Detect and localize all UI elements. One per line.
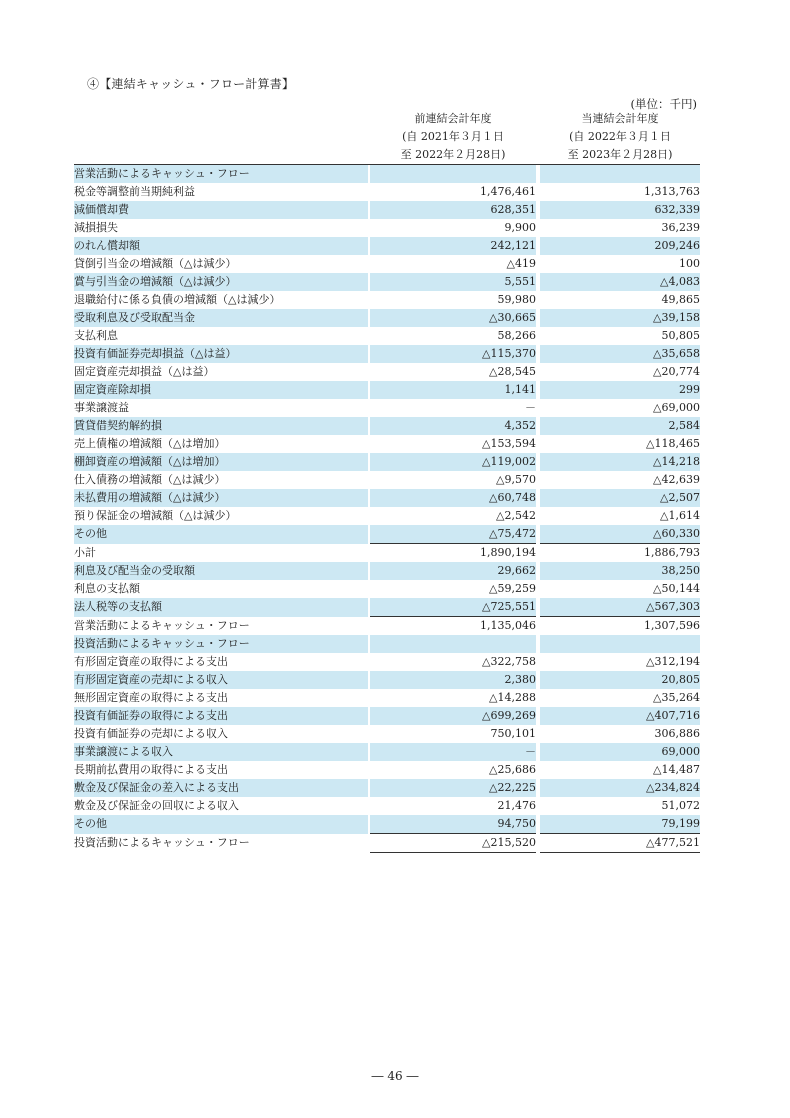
curr-year-value: 38,250 (540, 562, 700, 580)
curr-year-value: △2,507 (540, 489, 700, 507)
prev-year-value: 58,266 (497, 329, 536, 342)
table-row (74, 237, 700, 255)
prev-year-value: △2,542 (496, 509, 536, 522)
section-header-row (74, 165, 700, 184)
row-label: 支払利息 (74, 329, 118, 342)
row-label: 利息及び配当金の受取額 (74, 562, 368, 580)
page-number: ― 46 ― (371, 1069, 419, 1083)
header-prev-line-3: 至 2022年２月28日) (400, 148, 506, 161)
row-label: 投資有価証券の売却による収入 (74, 727, 228, 740)
curr-year-value: 299 (540, 381, 700, 399)
section-header-row (74, 635, 700, 653)
row-label: 事業譲渡による収入 (74, 743, 368, 761)
table-row (74, 201, 700, 219)
row-label: 有形固定資産の売却による収入 (74, 671, 368, 689)
row-label: 固定資産売却損益（△は益） (74, 365, 215, 378)
table-row (74, 183, 700, 201)
curr-year-value: △60,330 (540, 525, 700, 544)
table-row (74, 507, 700, 525)
table-row (74, 779, 700, 797)
row-label: 無形固定資産の取得による支出 (74, 691, 228, 704)
table-row (74, 309, 700, 327)
table-row (74, 617, 700, 636)
row-label: 有形固定資産の取得による支出 (74, 655, 228, 668)
row-label: のれん償却額 (74, 237, 368, 255)
prev-year-value: 2,380 (370, 671, 536, 689)
curr-year-value: 69,000 (540, 743, 700, 761)
prev-year-value: △725,551 (370, 598, 536, 617)
curr-year-value: △20,774 (653, 365, 700, 378)
header-row (74, 110, 700, 165)
prev-year-value: 1,141 (370, 381, 536, 399)
row-label: 棚卸資産の増減額（△は増加） (74, 453, 368, 471)
prev-year-value: △75,472 (370, 525, 536, 544)
table-row (74, 815, 700, 834)
header-curr-line-2: (自 2022年３月１日 (569, 130, 671, 143)
table-row (74, 725, 700, 743)
table-row (74, 743, 700, 761)
prev-year-value: △25,686 (489, 763, 536, 776)
table-row (74, 291, 700, 309)
prev-year-value: △28,545 (489, 365, 536, 378)
table-row (74, 417, 700, 435)
row-label: 退職給付に係る負債の増減額（△は減少） (74, 293, 281, 306)
row-label: 賞与引当金の増減額（△は減少） (74, 273, 368, 291)
table-row (74, 489, 700, 507)
curr-year-value: 632,339 (540, 201, 700, 219)
prev-year-value: △115,370 (370, 345, 536, 363)
row-label: その他 (74, 815, 368, 834)
prev-year-value: 9,900 (504, 221, 536, 234)
curr-year-value: △312,194 (646, 655, 700, 668)
table-row (74, 327, 700, 345)
curr-year-value: △39,158 (540, 309, 700, 327)
prev-year-value: 242,121 (370, 237, 536, 255)
prev-year-value: △9,570 (496, 473, 536, 486)
curr-year-value (540, 635, 700, 653)
curr-year-value: △14,218 (540, 453, 700, 471)
curr-year-value: 1,307,596 (540, 617, 700, 636)
prev-year-value: 94,750 (370, 815, 536, 834)
table-row (74, 797, 700, 815)
table-row (74, 453, 700, 471)
row-label: 小計 (74, 545, 96, 559)
curr-year-value: △567,303 (540, 598, 700, 617)
row-label: 敷金及び保証金の回収による収入 (74, 799, 239, 812)
table-row (74, 689, 700, 707)
row-label: 敷金及び保証金の差入による支出 (74, 779, 368, 797)
prev-year-value: 1,890,194 (370, 544, 536, 563)
prev-year-value: 1,135,046 (370, 617, 536, 636)
prev-year-value: △419 (506, 257, 536, 270)
curr-year-value: 51,072 (661, 799, 700, 812)
table-row (74, 435, 700, 453)
prev-year-value: △30,665 (370, 309, 536, 327)
row-label: 投資有価証券の取得による支出 (74, 707, 368, 725)
row-label: 減価償却費 (74, 201, 368, 219)
row-label: 事業譲渡益 (74, 401, 129, 414)
table-row (74, 653, 700, 671)
curr-year-value: △4,083 (540, 273, 700, 291)
prev-year-value: 628,351 (370, 201, 536, 219)
prev-year-value: △699,269 (370, 707, 536, 725)
curr-year-value: △407,716 (540, 707, 700, 725)
row-label: 賃貸借契約解約損 (74, 417, 368, 435)
prev-year-value: △60,748 (370, 489, 536, 507)
row-label: 長期前払費用の取得による支出 (74, 763, 228, 776)
header-prev-period (370, 110, 536, 165)
table-row (74, 471, 700, 489)
table-row (74, 761, 700, 779)
row-label: 売上債権の増減額（△は増加） (74, 437, 226, 450)
prev-year-value: － (370, 743, 536, 761)
table-row (74, 562, 700, 580)
curr-year-value: △234,824 (540, 779, 700, 797)
header-blank (74, 110, 368, 165)
prev-year-value: △215,520 (370, 834, 536, 853)
table-row (74, 399, 700, 417)
table-row (74, 544, 700, 563)
curr-year-value: 50,805 (661, 329, 700, 342)
curr-year-value: △50,144 (653, 582, 700, 595)
curr-year-value: 100 (679, 257, 700, 270)
curr-year-value: △69,000 (653, 401, 700, 414)
table-row (74, 381, 700, 399)
prev-year-value: △59,259 (489, 582, 536, 595)
prev-year-value: △14,288 (489, 691, 536, 704)
section-label: 投資活動によるキャッシュ・フロー (74, 635, 368, 653)
table-row (74, 580, 700, 598)
curr-year-value: 1,886,793 (540, 544, 700, 563)
prev-year-value: 29,662 (370, 562, 536, 580)
table-row (74, 345, 700, 363)
prev-year-value: △119,002 (370, 453, 536, 471)
row-label: 営業活動によるキャッシュ・フロー (74, 618, 250, 632)
header-curr-line-1: 当連結会計年度 (581, 112, 659, 125)
prev-year-value: － (525, 401, 536, 414)
row-label: 税金等調整前当期純利益 (74, 185, 195, 198)
section-label: 営業活動によるキャッシュ・フロー (74, 165, 368, 184)
curr-year-value: △42,639 (653, 473, 700, 486)
curr-year-value: △14,487 (653, 763, 700, 776)
row-label: 預り保証金の増減額（△は減少） (74, 509, 237, 522)
table-row (74, 363, 700, 381)
curr-year-value: 79,199 (540, 815, 700, 834)
row-label: その他 (74, 525, 368, 544)
table-row (74, 834, 700, 853)
row-label: 法人税等の支払額 (74, 598, 368, 617)
prev-year-value: 4,352 (370, 417, 536, 435)
curr-year-value (540, 165, 700, 184)
table-row (74, 219, 700, 237)
row-label: 未払費用の増減額（△は減少） (74, 489, 368, 507)
statement-title: ④【連結キャッシュ・フロー計算書】 (87, 77, 295, 91)
row-label: 投資活動によるキャッシュ・フロー (74, 836, 250, 849)
table-row (74, 707, 700, 725)
prev-year-value: 750,101 (490, 727, 536, 740)
row-label: 受取利息及び受取配当金 (74, 309, 368, 327)
header-curr-line-3: 至 2023年２月28日) (567, 148, 673, 161)
curr-year-value: △1,614 (660, 509, 700, 522)
prev-year-value: △322,758 (482, 655, 536, 668)
curr-year-value: 1,313,763 (644, 185, 700, 198)
prev-year-value: 59,980 (497, 293, 536, 306)
table-row (74, 598, 700, 617)
header-curr-period (540, 110, 700, 165)
row-label: 固定資産除却損 (74, 381, 368, 399)
prev-year-value: △153,594 (482, 437, 536, 450)
curr-year-value: 49,865 (661, 293, 700, 306)
cash-flow-table (74, 110, 700, 853)
row-label: 投資有価証券売却損益（△は益） (74, 345, 368, 363)
table-row (74, 671, 700, 689)
header-prev-line-2: (自 2021年３月１日 (402, 130, 504, 143)
prev-year-value: △22,225 (370, 779, 536, 797)
table-row (74, 525, 700, 544)
table-row (74, 255, 700, 273)
table-row (74, 273, 700, 291)
prev-year-value: 5,551 (370, 273, 536, 291)
curr-year-value: 2,584 (540, 417, 700, 435)
curr-year-value: △35,658 (540, 345, 700, 363)
prev-year-value: 1,476,461 (480, 185, 536, 198)
row-label: 貸倒引当金の増減額（△は減少） (74, 257, 237, 270)
curr-year-value: 20,805 (540, 671, 700, 689)
row-label: 減損損失 (74, 221, 118, 234)
header-prev-line-1: 前連結会計年度 (414, 112, 492, 125)
curr-year-value: 306,886 (654, 727, 700, 740)
prev-year-value: 21,476 (497, 799, 536, 812)
row-label: 仕入債務の増減額（△は減少） (74, 473, 226, 486)
row-label: 利息の支払額 (74, 582, 140, 595)
prev-year-value (370, 635, 536, 653)
unit-label: (単位：千円) (630, 97, 697, 111)
curr-year-value: △118,465 (646, 437, 700, 450)
curr-year-value: 36,239 (661, 221, 700, 234)
prev-year-value (370, 165, 536, 184)
curr-year-value: 209,246 (540, 237, 700, 255)
curr-year-value: △35,264 (653, 691, 700, 704)
curr-year-value: △477,521 (540, 834, 700, 853)
